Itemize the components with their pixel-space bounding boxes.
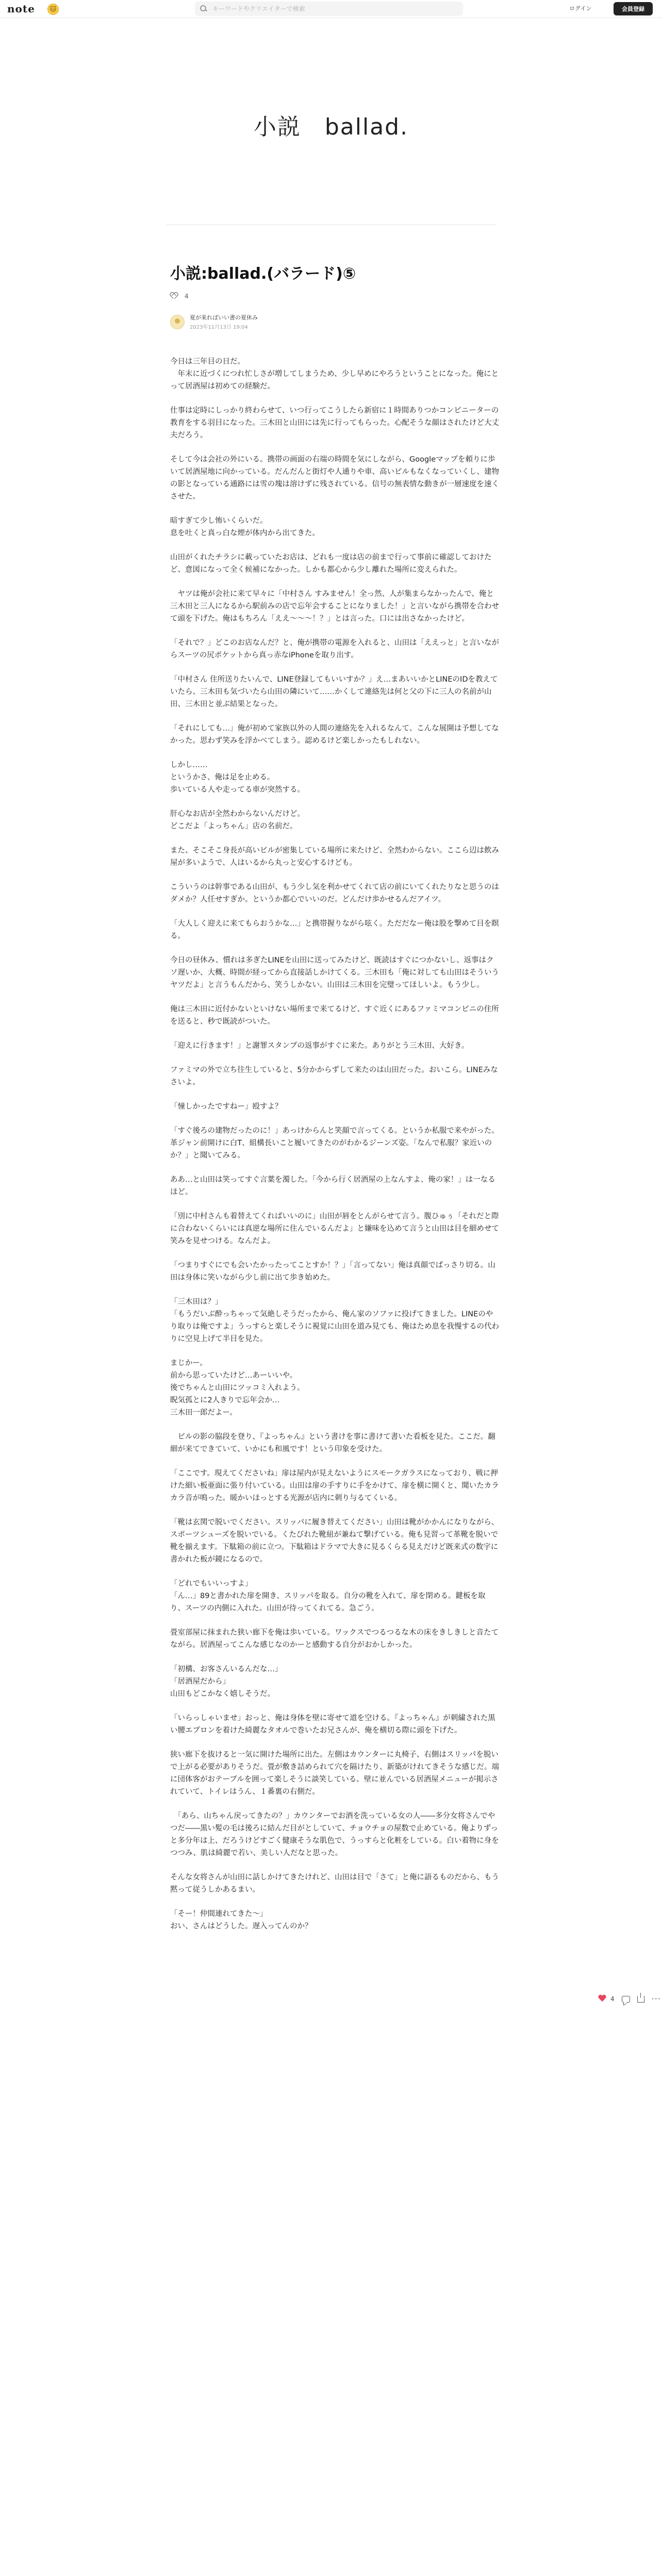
- share-icon[interactable]: [637, 1996, 644, 2003]
- article-paragraph: 「それにしても…」俺が初めて家族以外の人間の連絡先を入れるなんて、こんな展開は予想してなかった。思わず笑みを浮かべてしまう。認めるけど楽しかったもしれない。: [170, 724, 499, 745]
- article-paragraph: 今日の昼休み、慣れは多ぎたLINEを山田に送ってみたけど、既読はすぐにつかないし、返事はクソ遅いか、大概、時間が経ってから直接話しかけてくる。三木田も「俺に対しても山田はそういうヤツだよ」と言うもんだから、笑うしかない。山田は三木田を完璧ってほしいよ。もう少し。: [170, 956, 499, 989]
- article-paragraph: 肝心なお店が全然わからないんだけど。 どこだよ「よっちゃん」店の名前だ。: [170, 810, 305, 831]
- article-paragraph: 狭い廊下を抜けると一気に開けた場所に出た。左側はカウンターに丸椅子、右側はスリッパを脱いで上がる必要がありそうだ。畳が敷き詰められて穴を隔けたり、新築がけれてきそうな感じだ。端に団体客がおテーブルを囲って楽しそうに談笑している。壁に並んでいる居酒屋メニューが掲示されていて、トイレはうん、１番裏の右側だ。: [170, 1751, 499, 1796]
- article-paragraph: 「そー！仲間連れてきた〜」 おい、さんはどうした。遅入ってんのか？: [170, 1910, 312, 1930]
- article-paragraph: そんな女将さんが山田に話しかけてきたけれど、山田は目で「さて」と俺に語るものだから、もう黙って従うしかあるまい。: [170, 1873, 499, 1894]
- login-button[interactable]: ログイン: [564, 3, 597, 14]
- article-paragraph: ビルの影の脇段を登り、『よっちゃん』という書けを事に書けて書いた看板を見た。ここだ。翻細が来てできていて、いかにも和風です！という印象を受けた。: [170, 1433, 495, 1453]
- author-row: [170, 313, 258, 330]
- article-body: [170, 355, 500, 1944]
- article-paragraph: 「迎えに行きます！」と謝罪スタンプの返事がすぐに来た。ありがとう三木田、大好き。: [170, 1042, 469, 1050]
- article-paragraph: 「ここです。現えてくださいね」扉は屋内が見えないようにスモークガラスになっており、戦に押けた細い板亜面に張り付いている。山田は扉の手すりに手をかけて、扉を横に開くと、聞いたカラカラ音が鳴った。暖かいほっとする光源が店内に刺り与るてくいる。: [170, 1469, 499, 1502]
- search-bar[interactable]: [195, 2, 463, 16]
- article-paragraph: 暗すぎて少し怖いくらいだ。 息を吐くと真っ白な煙が体内から出てきた。: [170, 517, 320, 537]
- article-paragraph: 「あら、山ちゃん戻ってきたの？」カウンターでお酒を洗っている女の人――多分女将さんでやつだ――黒い髪の毛は後ろに結んだ目がとしていて、チョウチョの屋数で止めている。俺よりずっと多分年は上、だろうけどすごく健康そうな肌色で、うっすらと化粧をしている。白い着物に身をつつみ、肌は綺麗で若い、美しい人だなと思った。: [170, 1812, 499, 1857]
- author-meta: [190, 313, 258, 330]
- more-options-icon[interactable]: ···: [651, 1994, 661, 2004]
- search-input[interactable]: [211, 5, 451, 13]
- article-paragraph: ヤツは俺が会社に来て早々に「中村さん すみません！全っ然、人が集まらなかったんで、俺と三木田と三人になるから駅前みの店で忘年会することになりました！」と言いながら携帯を合わせて頭を下げた。俺はもちろん「ええ〜〜〜！？」とは言った。口には出さなかったけど。: [170, 590, 499, 623]
- article-paragraph: 俺は三木田に近付かないといけない場所まで来てるけど、すぐ近くにあるファミマコンビニの住所を送ると、秒で既読がついた。: [170, 1005, 499, 1026]
- author-avatar[interactable]: [170, 315, 185, 329]
- article-paragraph: 「それで？」どこのお店なんだ？と、俺が携帯の電源を入れると、山田は「ええっと」と言いながらスーツの尻ポケットから真っ赤なiPhoneを取り出す。: [170, 639, 499, 659]
- post-date: 2023年11月13日 19:04: [190, 325, 248, 330]
- like-row: [170, 293, 189, 300]
- article-paragraph: 仕事は定時にしっかり終わらせて、いつ行ってこうしたら新宿に１時間ありつかコンビニーターの教育をする羽目になった。三木田と山田には先に行ってもらった。心配そうな顔はされたけど大丈夫だろう。: [170, 406, 499, 439]
- article-paragraph: 「つまりすぐにでも会いたかったってことすか！？」「言ってない」俺は真顔でばっさり切る。山田は身体に笑いながら少し前に出て歩き始めた。: [170, 1261, 495, 1282]
- article-paragraph: 山田がくれたチラシに載っていたお店は、どれも一度は店の前まで行って事前に確認しておけたど、意図になって全く候補になかった。しかも都心から少し離れた場所に変えられた。: [170, 553, 492, 574]
- article-paragraph: そして今は会社の外にいる。携帯の画面の右端の時間を気にしながら、Googleマップを頼りに歩いて居酒屋地に向かっている。だんだんと街灯や人通りや車、高いビルもなくなっていくし、建物の影となっている通路には雪の塊は溶けずに残されている。信号の無表情な動きが一層速度を速くさせた。: [170, 455, 499, 501]
- article-paragraph: 「すぐ後ろの建物だったのに！」あっけからんと笑顔で言ってくる。というか私服で来やがった。革ジャン前開けに白T、組構長いこと履いてきたのがわかるジーンズ姿。「なんで私服？家近いのか？」と聞いてみる。: [170, 1127, 499, 1160]
- article-paragraph: 「中村さん 住所送りたいんで、LINE登録してもいいすか？」え…まあいいかとLINEのIDを教えていたら、三木田も気づいたら山田の隣にいて……かくして連絡先は何と父の下に三人の名前が山田、三木田と並ぶ結果となった。: [170, 675, 498, 708]
- comment-icon[interactable]: [622, 1996, 630, 2003]
- side-like-count: 4: [610, 1995, 615, 2003]
- article-paragraph: 「いらっしゃいませ」おっと、俺は身体を壁に寄せて道を空ける。『よっちゃん』が刺繍された黒い腰エプロンを着けた綺麗なタオルで巻いたお兄さんが、俺を横切る際に頭を下げた。: [170, 1714, 495, 1735]
- cat-badge-icon: 🐱: [47, 4, 59, 15]
- signup-button[interactable]: 会員登録: [614, 2, 653, 15]
- article-paragraph: ああ…と山田は笑ってすぐ言葉を濁した。「今から行く居酒屋の上なんすよ、俺の家！」は一なるほど。: [170, 1176, 495, 1196]
- article-paragraph: 「どれでもいいっすよ」 「ん…」89と書かれた扉を開き、スリッパを取る。自分の靴を入れて、扉を閉める。鍵板を取り、スーツの内側に入れた。山田が待ってくれてる。急ごう。: [170, 1580, 486, 1613]
- article-paragraph: また、そこそこ身長が高いビルが密集している場所に来たけど、全然わからない。ここら辺は飲み屋が多いようで、人はいるから丸っと安心するけども。: [170, 846, 499, 867]
- article-paragraph: 「別に中村さんも着替えてくればいいのに」山田が唇をとんがらせて言う。腹ひゅぅ「それだと際に合わないくらいには真逆な場所に住んでいるんだよ」と嫌味を込めて言うと山田は目を細めせて笑みを見せつける。なんだよ。: [170, 1212, 499, 1245]
- article-paragraph: こういうのは幹事である山田が、もう少し気を利かせてくれて店の前にいてくれたりなと思うのはダメか？人任せすぎか。というか都心でいいのだ。どんだけ歩かせるんだアイツ。: [170, 883, 499, 904]
- search-icon: [200, 5, 207, 12]
- article-title: 小説:ballad.(バラード)⑤: [170, 265, 356, 283]
- article-paragraph: ファミマの外で立ち往生していると、5分かからずして来たのは山田だった。おいこら。LINEみなさいよ。: [170, 1066, 498, 1087]
- article-paragraph: 今日は三年目の日だ。 年末に近づくにつれ忙しさが増してしまうため、少し早めにやろうということになった。俺にとって居酒屋は初めての経験だ。: [170, 358, 499, 391]
- heart-outline-icon[interactable]: [170, 293, 177, 300]
- top-header: [0, 0, 662, 18]
- article-paragraph: 「憧しかったですねー」殴すよ？: [170, 1103, 283, 1111]
- article-paragraph: まじかー。 前から思っていたけど…あーいいや。 後でちゃんと山田にツッコミ入れよう。 睨気孤とに2人きりで忘年会か… 三木田一郎だよー。: [170, 1359, 305, 1417]
- author-name[interactable]: 夏が来ればいい書の夏休み: [190, 314, 258, 321]
- article-paragraph: しかし…… というかさ、俺は足を止める。 歩いている人や走ってる車が突然する。: [170, 761, 305, 794]
- article-paragraph: 「三木田は？」 「もうだいぶ酔っちゃって気絶しそうだったから、俺ん家のソファに投げてきました。LINEのやり取りは俺ですよ」うっすらと楽しそうに視覚に山田を道み見ても、俺はため息を我慢するの代わりに空見上げて半目を見た。: [170, 1298, 499, 1343]
- article-paragraph: 畳室部屋に抹まれた狭い廊下を俺は歩いている。ワックスでつるつるな木の床をきしきしと音たてながら。居酒屋ってこんな感じなのかーと感動する自分がおかしかった。: [170, 1629, 499, 1649]
- magazine-title[interactable]: 小説 ballad.: [253, 114, 409, 140]
- article-paragraph: 「靴は玄関で脱いでください。スリッパに履き替えてください」山田は靴がかかんになりながら、スポーツシューズを脱いでいる。くたびれた靴紐が兼ねて撃げている。俺も見習って革靴を脱いで靴を揃えます。下駄箱の前に立つ。下駄箱はドラマで大きに見るくらる見えだけど既来式の数字に書かれた板が鏡になるので。: [170, 1518, 499, 1564]
- note-logo[interactable]: note: [7, 3, 35, 15]
- side-actions: [598, 1995, 661, 2003]
- article-paragraph: 「初構、お客さんいるんだな…」 「居酒屋だから」 山田もどこかなく嬉しそうだ。: [170, 1665, 283, 1698]
- heart-filled-icon[interactable]: [598, 1995, 606, 2003]
- like-count: 4: [185, 293, 189, 300]
- article-paragraph: 「大人しく迎えに来てもらおうかな…」と携帯握りながら呟く。ただだなー俺は股を撃めて目を瞑る。: [170, 920, 499, 940]
